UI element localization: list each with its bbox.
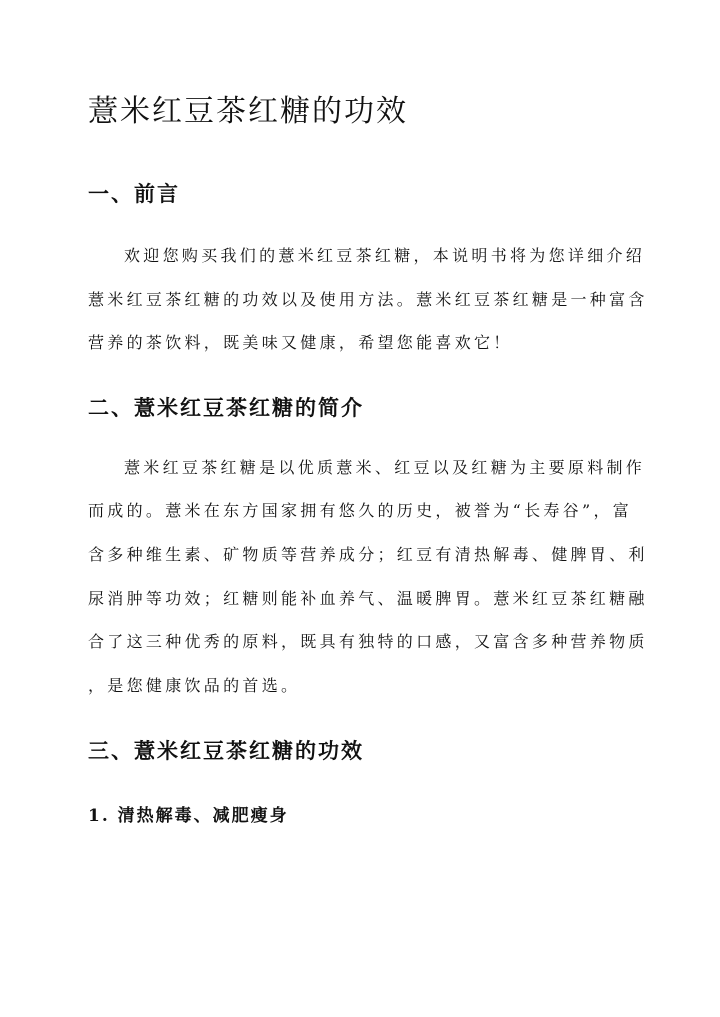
paragraph-line: 而成的。薏米在东方国家拥有悠久的历史，被誉为“长寿谷”，富 <box>88 501 633 520</box>
paragraph-line: 尿消肿等功效；红糖则能补血养气、温暖脾胃。薏米红豆茶红糖融 <box>88 589 648 608</box>
paragraph-line: 薏米红豆茶红糖是以优质薏米、红豆以及红糖为主要原料制作 <box>124 458 646 477</box>
document-title: 薏米红豆茶红糖的功效 <box>88 94 408 129</box>
paragraph-line: 含多种维生素、矿物质等营养成分；红豆有清热解毒、健脾胃、利 <box>88 545 648 564</box>
section-heading-preface: 一、前言 <box>88 181 180 206</box>
paragraph-line: 营养的茶饮料，既美味又健康，希望您能喜欢它！ <box>88 333 513 352</box>
paragraph-line: ，是您健康饮品的首选。 <box>88 676 301 695</box>
paragraph-line: 欢迎您购买我们的薏米红豆茶红糖，本说明书将为您详细介绍 <box>124 246 646 265</box>
subsection-heading-detox: 1. 清热解毒、减肥瘦身 <box>88 806 289 826</box>
paragraph-line: 合了这三种优秀的原料，既具有独特的口感，又富含多种营养物质 <box>88 632 648 651</box>
section-heading-introduction: 二、薏米红豆茶红糖的简介 <box>88 395 364 420</box>
section-heading-benefits: 三、薏米红豆茶红糖的功效 <box>88 738 364 763</box>
paragraph-line: 薏米红豆茶红糖的功效以及使用方法。薏米红豆茶红糖是一种富含 <box>88 290 648 309</box>
